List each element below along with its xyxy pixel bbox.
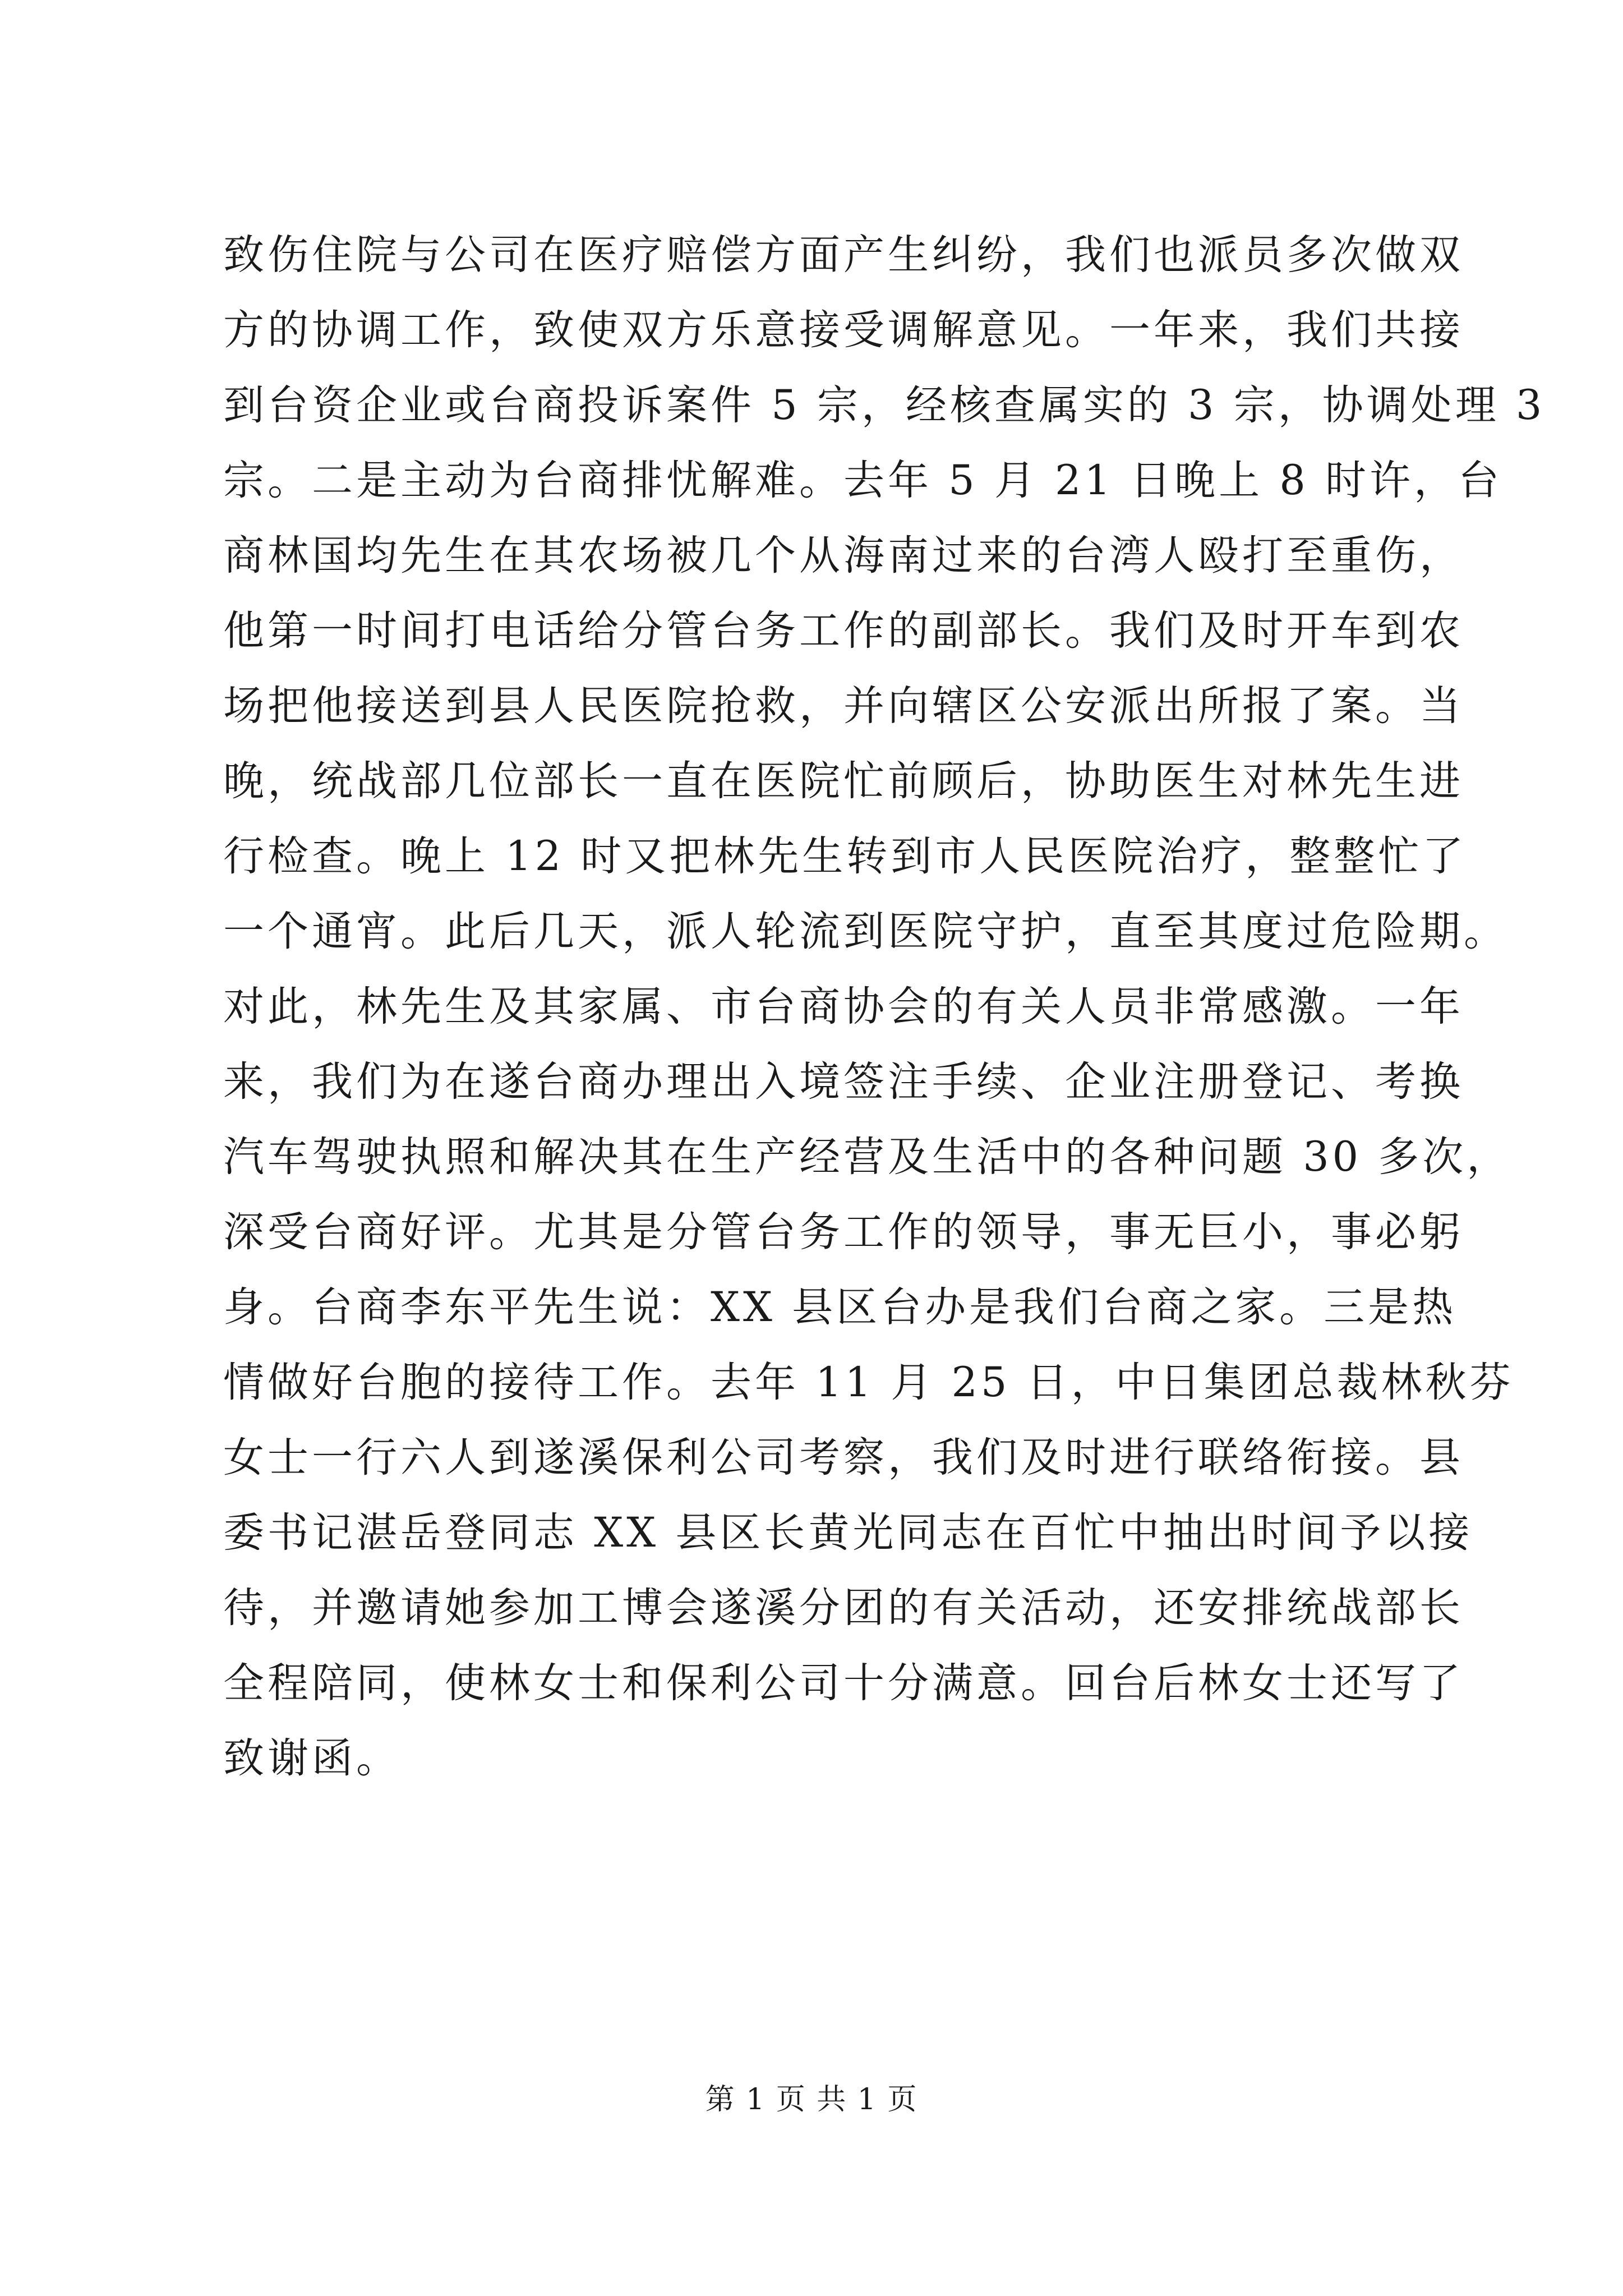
text-line: 晚，统战部几位部长一直在医院忙前顾后，协助医生对林先生进 <box>223 757 1464 805</box>
text-line: 深受台商好评。尤其是分管台务工作的领导，事无巨小，事必躬 <box>223 1208 1464 1256</box>
text-line: 全程陪同，使林女士和保利公司十分满意。回台后林女士还写了 <box>223 1659 1464 1707</box>
text-line: 到台资企业或台商投诉案件 5 宗，经核查属实的 3 宗，协调处理 3 <box>223 381 1546 429</box>
text-line: 情做好台胞的接待工作。去年 11 月 25 日，中日集团总裁林秋芬 <box>223 1359 1514 1406</box>
text-line: 一个通宵。此后几天，派人轮流到医院守护，直至其度过危险期。 <box>223 908 1508 955</box>
text-line: 身。台商李东平先生说：XX 县区台办是我们台商之家。三是热 <box>223 1283 1457 1331</box>
text-line: 对此，林先生及其家属、市台商协会的有关人员非常感激。一年 <box>223 983 1464 1030</box>
text-line: 宗。二是主动为台商排忧解难。去年 5 月 21 日晚上 8 时许，台 <box>223 457 1503 504</box>
text-line: 汽车驾驶执照和解决其在生产经营及生活中的各种问题 30 多次， <box>223 1133 1511 1181</box>
text-line: 行检查。晚上 12 时又把林先生转到市人民医院治疗，整整忙了 <box>223 832 1467 880</box>
page-number-footer: 第 1 页 共 1 页 <box>705 2083 918 2116</box>
text-line: 商林国均先生在其农场被几个从海南过来的台湾人殴打至重伤， <box>223 532 1464 579</box>
body-paragraph <box>223 218 1546 1796</box>
text-line: 委书记湛岳登同志 XX 县区长黄光同志在百忙中抽出时间予以接 <box>223 1509 1473 1557</box>
text-line: 来，我们为在遂台商办理出入境签注手续、企业注册登记、考换 <box>223 1058 1464 1106</box>
text-line: 方的协调工作，致使双方乐意接受调解意见。一年来，我们共接 <box>223 306 1464 354</box>
text-line: 待，并邀请她参加工博会遂溪分团的有关活动，还安排统战部长 <box>223 1584 1464 1632</box>
text-line: 他第一时间打电话给分管台务工作的副部长。我们及时开车到农 <box>223 607 1464 655</box>
text-line: 女士一行六人到遂溪保利公司考察，我们及时进行联络衔接。县 <box>223 1434 1464 1481</box>
text-line: 致伤住院与公司在医疗赔偿方面产生纠纷，我们也派员多次做双 <box>223 231 1464 279</box>
text-line: 致谢函。 <box>223 1734 400 1782</box>
text-line: 场把他接送到县人民医院抢救，并向辖区公安派出所报了案。当 <box>223 682 1464 730</box>
